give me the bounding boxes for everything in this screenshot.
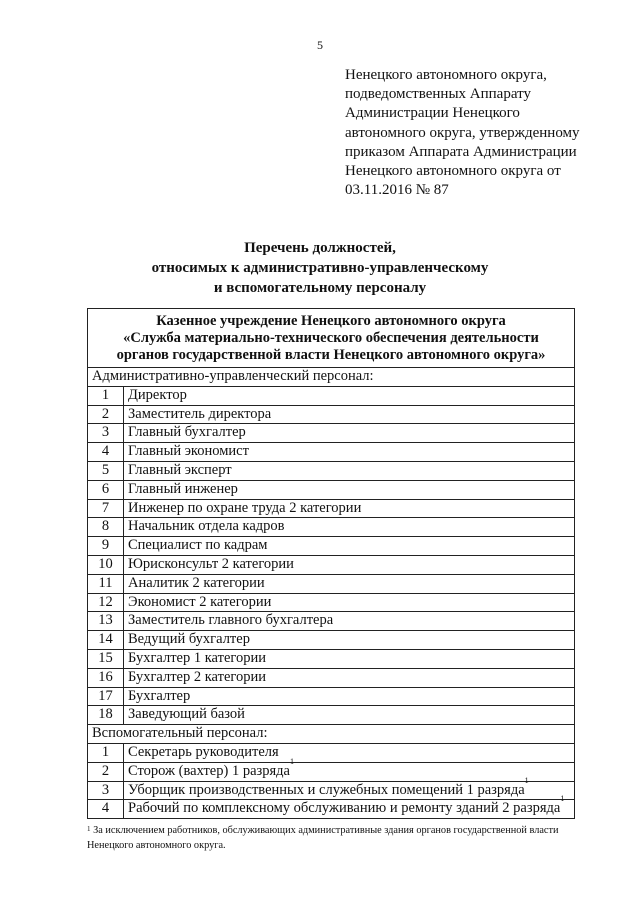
table-row bbox=[88, 800, 575, 819]
row-number: 4 bbox=[88, 800, 124, 819]
position-cell bbox=[124, 443, 575, 462]
row-number: 15 bbox=[88, 649, 124, 668]
position-name: Уборщик производственных и служебных помещений 1 разряда bbox=[128, 781, 525, 798]
position-cell bbox=[124, 499, 575, 518]
table-row bbox=[88, 593, 575, 612]
position-cell bbox=[124, 424, 575, 443]
position-name: Директор bbox=[128, 386, 187, 403]
table-row bbox=[88, 631, 575, 650]
approval-line: 03.11.2016 № 87 bbox=[345, 182, 449, 199]
footnote-reference: 1 bbox=[560, 794, 565, 804]
row-number: 4 bbox=[88, 443, 124, 462]
row-number: 11 bbox=[88, 574, 124, 593]
table-row bbox=[88, 518, 575, 537]
footnote-mark: 1 bbox=[87, 825, 91, 833]
approval-line: автономного округа, утвержденному bbox=[345, 124, 580, 141]
approval-line: приказом Аппарата Администрации bbox=[345, 143, 577, 160]
position-cell bbox=[124, 706, 575, 725]
footnote-reference: 1 bbox=[289, 756, 294, 766]
section-row bbox=[88, 725, 575, 744]
section-title-aux: Вспомогательный персонал: bbox=[88, 725, 575, 744]
table-row bbox=[88, 443, 575, 462]
footnote-reference: 1 bbox=[524, 775, 529, 785]
footnote-line: Ненецкого автономного округа. bbox=[87, 840, 226, 851]
table-row bbox=[88, 386, 575, 405]
row-number: 16 bbox=[88, 668, 124, 687]
position-name: Инженер по охране труда 2 категории bbox=[128, 499, 362, 516]
position-cell bbox=[124, 537, 575, 556]
position-cell bbox=[124, 668, 575, 687]
position-name: Заместитель директора bbox=[128, 405, 272, 422]
position-name: Бухгалтер bbox=[128, 687, 191, 704]
row-number: 6 bbox=[88, 480, 124, 499]
position-name: Экономист 2 категории bbox=[128, 593, 272, 610]
row-number: 14 bbox=[88, 631, 124, 650]
table-row bbox=[88, 574, 575, 593]
institution-line: органов государственной власти Ненецкого автономного округа» bbox=[116, 347, 546, 363]
footnote-line bbox=[87, 823, 597, 838]
position-name: Юрисконсульт 2 категории bbox=[128, 555, 294, 572]
table-row bbox=[88, 668, 575, 687]
position-name: Заведующий базой bbox=[128, 706, 245, 723]
position-cell bbox=[124, 405, 575, 424]
institution-line: «Служба материально-технического обеспечения деятельности bbox=[123, 330, 539, 346]
approval-line: Администрации Ненецкого bbox=[345, 105, 520, 122]
position-cell bbox=[124, 756, 575, 781]
position-name: Бухгалтер 2 категории bbox=[128, 668, 266, 685]
row-number: 2 bbox=[88, 405, 124, 424]
position-name: Специалист по кадрам bbox=[128, 537, 268, 554]
row-number: 3 bbox=[88, 424, 124, 443]
row-number: 9 bbox=[88, 537, 124, 556]
list-title bbox=[0, 238, 640, 298]
table-row bbox=[88, 706, 575, 725]
position-name: Ведущий бухгалтер bbox=[128, 631, 250, 648]
position-cell bbox=[124, 612, 575, 631]
table-row bbox=[88, 762, 575, 781]
row-number: 8 bbox=[88, 518, 124, 537]
position-cell bbox=[124, 743, 575, 762]
row-number: 7 bbox=[88, 499, 124, 518]
position-cell bbox=[124, 480, 575, 499]
position-name: Главный инженер bbox=[128, 480, 238, 497]
approval-line: подведомственных Аппарату bbox=[345, 86, 531, 103]
position-cell bbox=[124, 593, 575, 612]
table-row bbox=[88, 649, 575, 668]
position-cell bbox=[124, 775, 575, 800]
position-name: Секретарь руководителя bbox=[128, 743, 279, 760]
list-title-line: относимых к административно-управленческому bbox=[151, 260, 489, 276]
row-number: 5 bbox=[88, 461, 124, 480]
position-name: Аналитик 2 категории bbox=[128, 574, 265, 591]
position-cell bbox=[124, 574, 575, 593]
row-number: 1 bbox=[88, 386, 124, 405]
table-row bbox=[88, 480, 575, 499]
table-row bbox=[88, 555, 575, 574]
row-number: 13 bbox=[88, 612, 124, 631]
approval-line: Ненецкого автономного округа от bbox=[345, 163, 561, 180]
row-number: 1 bbox=[88, 743, 124, 762]
footnote-text: За исключением работников, обслуживающих административные здания органов государственной власти bbox=[93, 825, 559, 836]
table-row bbox=[88, 743, 575, 762]
approval-reference bbox=[345, 66, 615, 200]
row-number: 12 bbox=[88, 593, 124, 612]
position-cell bbox=[124, 631, 575, 650]
list-title-line: Перечень должностей, bbox=[244, 240, 396, 256]
position-cell bbox=[124, 555, 575, 574]
footnote bbox=[87, 823, 597, 853]
page-number: 5 bbox=[317, 38, 323, 52]
position-name: Начальник отдела кадров bbox=[128, 518, 285, 535]
institution-header-row bbox=[88, 309, 575, 368]
table-row bbox=[88, 612, 575, 631]
row-number: 17 bbox=[88, 687, 124, 706]
row-number: 3 bbox=[88, 781, 124, 800]
position-name: Сторож (вахтер) 1 разряда bbox=[128, 762, 290, 779]
institution-line: Казенное учреждение Ненецкого автономного округа bbox=[156, 313, 506, 329]
institution-header bbox=[88, 309, 575, 368]
position-name: Главный бухгалтер bbox=[128, 424, 246, 441]
section-title-admin: Административно-управленческий персонал: bbox=[88, 368, 575, 387]
list-title-line: и вспомогательному персоналу bbox=[213, 280, 427, 296]
row-number: 10 bbox=[88, 555, 124, 574]
position-name: Бухгалтер 1 категории bbox=[128, 649, 266, 666]
position-cell bbox=[124, 518, 575, 537]
row-number: 2 bbox=[88, 762, 124, 781]
position-name: Рабочий по комплексному обслуживанию и ремонту зданий 2 разряда bbox=[128, 800, 561, 817]
row-number: 18 bbox=[88, 706, 124, 725]
table-row bbox=[88, 499, 575, 518]
table-row bbox=[88, 461, 575, 480]
table-row bbox=[88, 781, 575, 800]
position-cell bbox=[124, 386, 575, 405]
section-row bbox=[88, 368, 575, 387]
approval-line: Ненецкого автономного округа, bbox=[345, 67, 547, 83]
table-row bbox=[88, 537, 575, 556]
position-name: Главный эксперт bbox=[128, 461, 232, 478]
position-cell bbox=[124, 687, 575, 706]
positions-table bbox=[87, 308, 575, 819]
position-cell bbox=[124, 461, 575, 480]
table-row bbox=[88, 424, 575, 443]
position-cell bbox=[124, 794, 575, 819]
table-row bbox=[88, 687, 575, 706]
footnote-separator bbox=[87, 818, 237, 819]
position-name: Главный экономист bbox=[128, 443, 249, 460]
position-cell bbox=[124, 649, 575, 668]
table-row bbox=[88, 405, 575, 424]
position-name: Заместитель главного бухгалтера bbox=[128, 612, 334, 629]
